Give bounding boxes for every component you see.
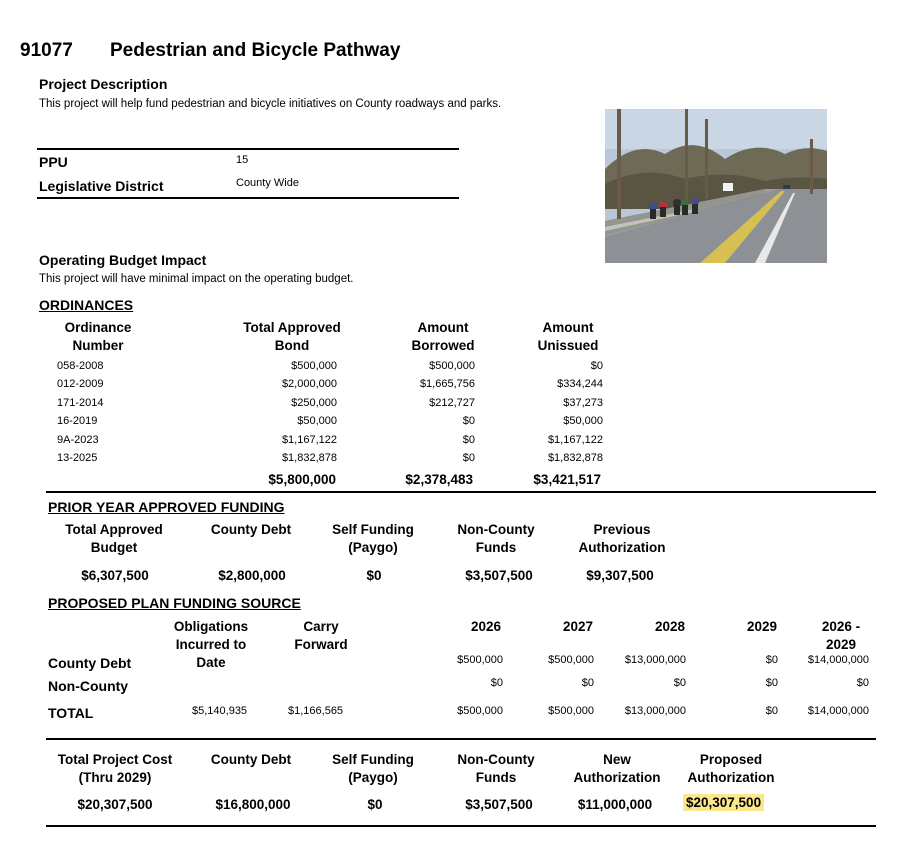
ppu-label: PPU <box>39 154 68 170</box>
info-top-rule <box>37 148 459 150</box>
prior-debt-header: County Debt <box>210 522 292 537</box>
sum-debt-header: County Debt <box>210 752 292 767</box>
ord-bond: $500,000 <box>291 360 337 372</box>
ord-unissued-header: Amount Unissued <box>537 320 599 353</box>
prop-2027-value: $500,000 <box>548 654 594 666</box>
prop-2028-header: 2028 <box>654 619 686 634</box>
prop-total-value: $0 <box>856 677 869 689</box>
sum-prop-value: $20,307,500 <box>683 795 764 810</box>
ordinances-bottom-rule <box>46 491 876 493</box>
summary-bottom-rule <box>46 825 876 827</box>
sum-new-header: New Authorization <box>573 752 661 785</box>
ppu-value: 15 <box>236 154 249 166</box>
ord-number: 058-2008 <box>57 360 104 372</box>
project-title: Pedestrian and Bicycle Pathway <box>110 40 401 61</box>
prop-2026-header: 2026 <box>470 619 502 634</box>
prop-2027-value: $500,000 <box>548 705 594 717</box>
ord-number: 171-2014 <box>57 397 104 409</box>
ord-total-borrowed: $2,378,483 <box>405 472 473 487</box>
ord-bond: $1,167,122 <box>281 434 337 446</box>
district-value: County Wide <box>236 177 299 189</box>
prop-oblig-header: Obligations Incurred to Date <box>173 619 249 670</box>
ord-total-unissued: $3,421,517 <box>533 472 601 487</box>
ord-unissued: $1,832,878 <box>547 452 603 464</box>
sum-cost-value: $20,307,500 <box>77 797 153 812</box>
ord-bond: $1,832,878 <box>281 452 337 464</box>
ord-number: 012-2009 <box>57 378 104 390</box>
sum-noncounty-header: Non-County Funds <box>457 752 535 785</box>
ord-unissued: $0 <box>590 360 603 372</box>
description-text: This project will help fund pedestrian and bicycle initiatives on County roadways and parks. <box>39 98 502 110</box>
prop-2028-value: $13,000,000 <box>624 654 686 666</box>
ord-unissued: $1,167,122 <box>547 434 603 446</box>
sum-self-header: Self Funding (Paygo) <box>332 752 414 785</box>
prop-2027-header: 2027 <box>562 619 594 634</box>
ord-bond-header: Total Approved Bond <box>243 320 341 353</box>
sum-debt-value: $16,800,000 <box>215 797 291 812</box>
ord-borrowed: $1,665,756 <box>419 378 475 390</box>
project-photo <box>605 109 827 263</box>
sum-self-value: $0 <box>367 797 383 812</box>
prop-2029-value: $0 <box>765 705 778 717</box>
ord-borrowed: $0 <box>462 434 475 446</box>
prior-budget-header: Total Approved Budget <box>65 522 163 555</box>
sum-noncounty-value: $3,507,500 <box>465 797 533 812</box>
prop-2029-value: $0 <box>765 654 778 666</box>
prop-2026-value: $500,000 <box>457 705 503 717</box>
ord-unissued: $37,273 <box>563 397 603 409</box>
proposed-heading: PROPOSED PLAN FUNDING SOURCE <box>48 595 301 611</box>
prior-noncounty-value: $3,507,500 <box>465 568 533 583</box>
ord-unissued: $334,244 <box>557 378 603 390</box>
prop-carry-header: Carry Forward <box>294 619 348 652</box>
info-bottom-rule <box>37 197 459 199</box>
ord-unissued: $50,000 <box>563 415 603 427</box>
prop-range-header: 2026 - 2029 <box>821 619 861 652</box>
prop-2027-value: $0 <box>581 677 594 689</box>
ord-borrowed-header: Amount Borrowed <box>411 320 475 353</box>
sum-cost-header: Total Project Cost (Thru 2029) <box>57 752 173 785</box>
prop-2026-value: $500,000 <box>457 654 503 666</box>
prop-2029-header: 2029 <box>746 619 778 634</box>
ord-number: 13-2025 <box>57 452 98 464</box>
ordinances-heading: ORDINANCES <box>39 297 134 313</box>
prop-total-value: $14,000,000 <box>807 654 869 666</box>
ord-total-bond: $5,800,000 <box>268 472 336 487</box>
prop-2026-value: $0 <box>490 677 503 689</box>
operating-heading: Operating Budget Impact <box>39 252 207 268</box>
ord-number: 9A-2023 <box>57 434 99 446</box>
ord-borrowed: $500,000 <box>429 360 475 372</box>
description-heading: Project Description <box>39 76 168 92</box>
sum-prop-header: Proposed Authorization <box>687 752 775 785</box>
sum-new-value: $11,000,000 <box>577 797 653 812</box>
ord-number-header: Ordinance Number <box>64 320 132 353</box>
proposed-bottom-rule <box>46 738 876 740</box>
prop-row-label: County Debt <box>48 655 132 671</box>
ord-bond: $50,000 <box>297 415 337 427</box>
prop-row-label: TOTAL <box>48 705 94 721</box>
ord-borrowed: $0 <box>462 452 475 464</box>
ord-bond: $250,000 <box>291 397 337 409</box>
prop-total-value: $14,000,000 <box>807 705 869 717</box>
prior-prev-header: Previous Authorization <box>578 522 666 555</box>
ord-borrowed: $0 <box>462 415 475 427</box>
prior-debt-value: $2,800,000 <box>218 568 286 583</box>
ord-borrowed: $212,727 <box>429 397 475 409</box>
prior-budget-value: $6,307,500 <box>81 568 149 583</box>
prop-2028-value: $13,000,000 <box>624 705 686 717</box>
prop-carry-value: $1,166,565 <box>288 705 344 717</box>
prior-heading: PRIOR YEAR APPROVED FUNDING <box>48 499 285 515</box>
prior-self-header: Self Funding (Paygo) <box>332 522 414 555</box>
prior-prev-value: $9,307,500 <box>586 568 654 583</box>
prior-self-value: $0 <box>366 568 382 583</box>
prop-2029-value: $0 <box>765 677 778 689</box>
district-label: Legislative District <box>39 178 164 194</box>
ord-number: 16-2019 <box>57 415 98 427</box>
ord-bond: $2,000,000 <box>281 378 337 390</box>
operating-text: This project will have minimal impact on the operating budget. <box>39 273 354 285</box>
prior-noncounty-header: Non-County Funds <box>457 522 535 555</box>
prop-2028-value: $0 <box>673 677 686 689</box>
prop-row-label: Non-County <box>48 678 129 694</box>
project-number: 91077 <box>20 40 73 61</box>
prop-oblig-value: $5,140,935 <box>192 705 248 717</box>
